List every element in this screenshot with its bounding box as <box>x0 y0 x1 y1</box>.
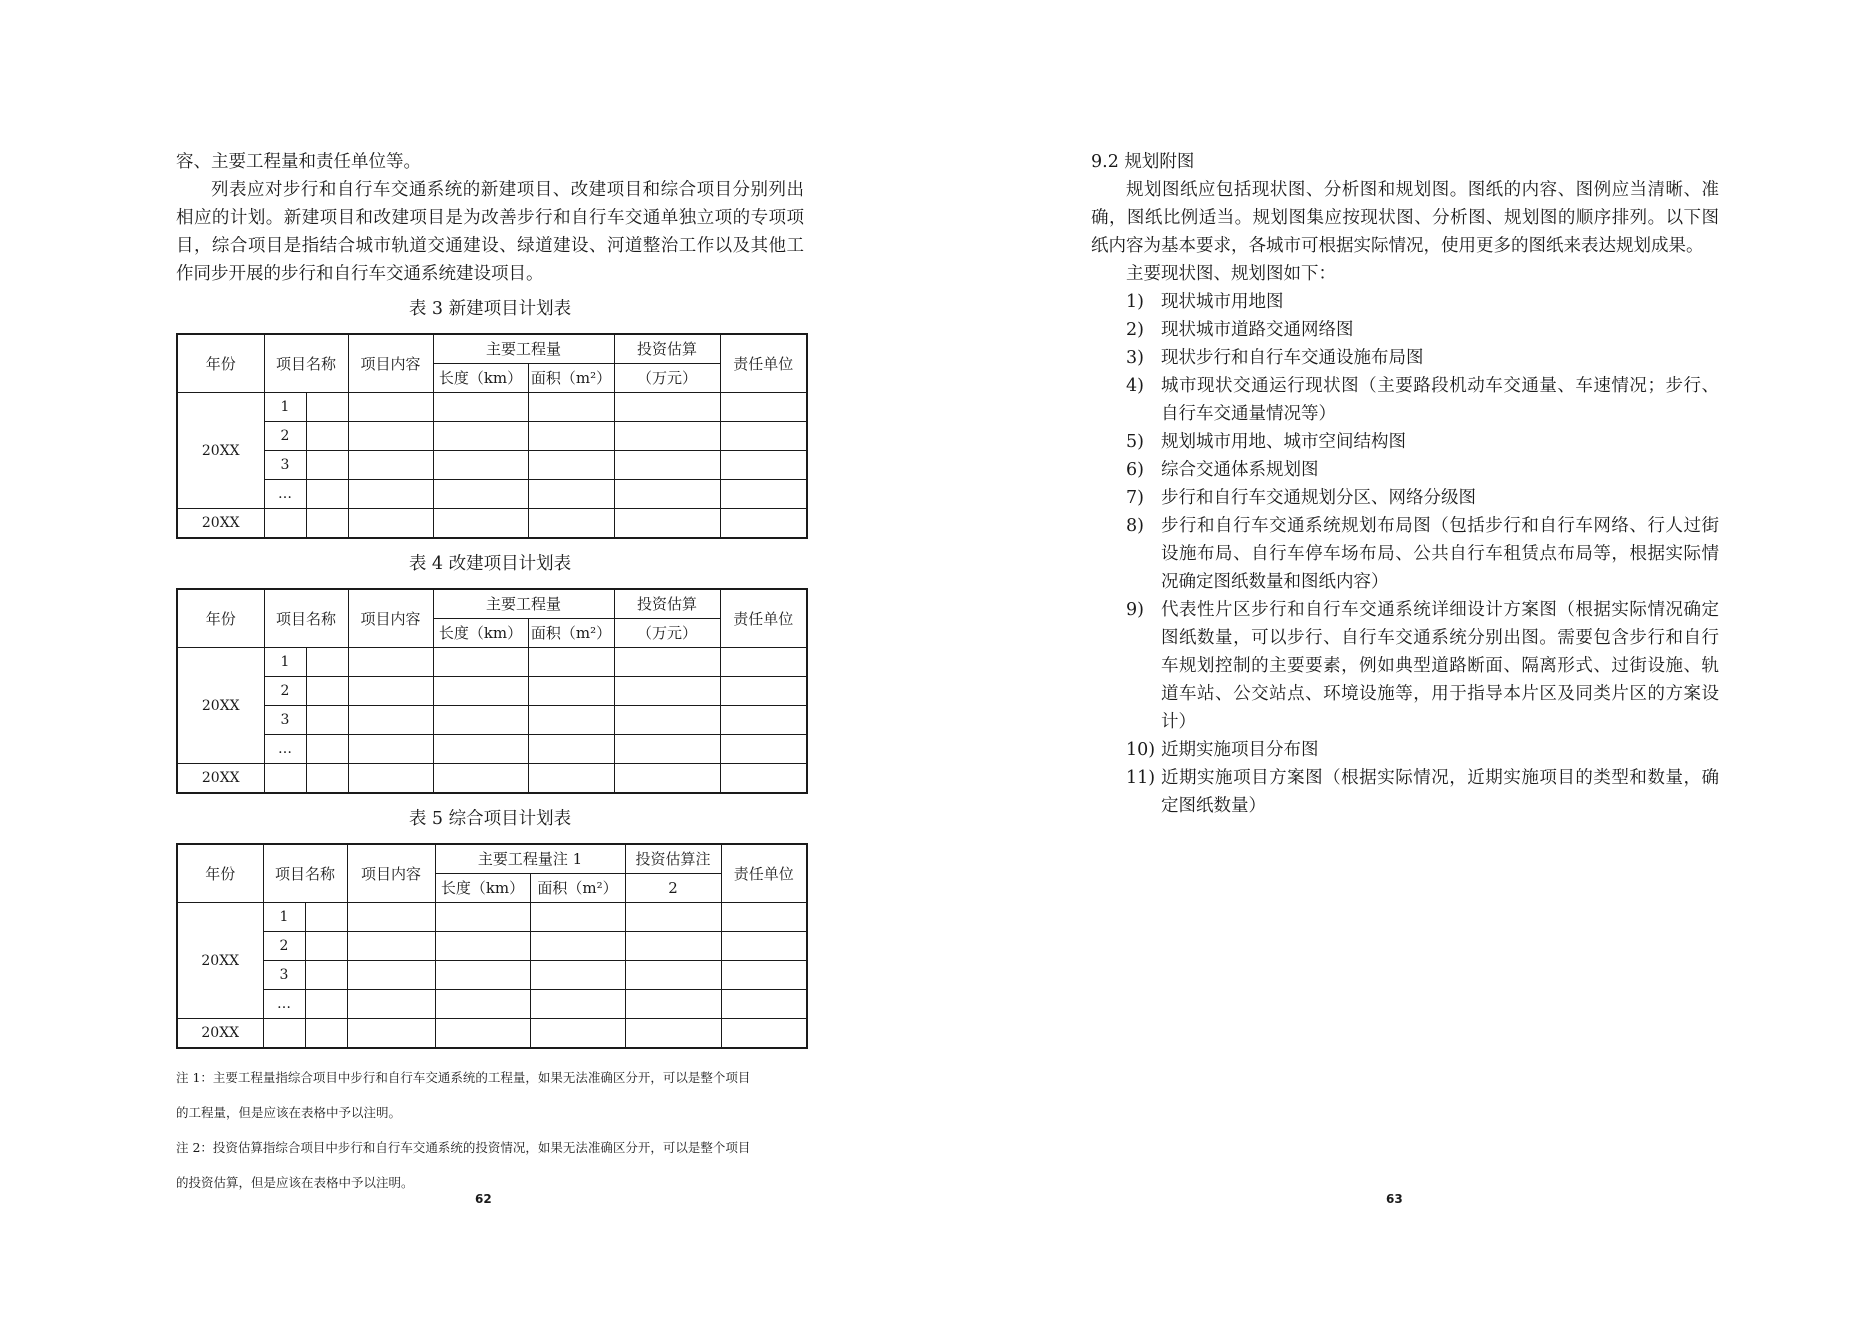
header-unit: 责任单位 <box>720 334 807 393</box>
row-number: 2 <box>264 677 306 706</box>
header-unit: 责任单位 <box>720 589 807 648</box>
paragraph: 规划图纸应包括现状图、分析图和规划图。图纸的内容、图例应当清晰、准确，图纸比例适当。规划图集应按现状图、分析图、规划图的顺序排列。以下图纸内容为基本要求，各城市可根据实际情况，使用更多的图纸来表达规划成果。 <box>1091 180 1719 256</box>
list-item <box>1091 456 1719 484</box>
header-length: 长度（km） <box>433 619 528 648</box>
header-area: 面积（m²） <box>530 874 625 903</box>
list-number: 2) <box>1126 320 1144 340</box>
list-number: 10) <box>1126 740 1156 760</box>
header-unit: 责任单位 <box>721 844 807 903</box>
list-item <box>1091 288 1719 316</box>
list-text: 代表性片区步行和自行车交通系统详细设计方案图（根据实际情况确定图纸数量，可以步行、自行车交通系统分别出图。需要包含步行和自行车规划控制的主要要素，例如典型道路断面、隔离形式、过街设施、轨道车站、公交站点、环境设施等，用于指导本片区及同类片区的方案设计） <box>1161 600 1719 732</box>
list-item <box>1091 596 1719 736</box>
list-text: 综合交通体系规划图 <box>1161 460 1319 480</box>
header-invest-unit: （万元） <box>614 364 720 393</box>
header-year: 年份 <box>177 844 263 903</box>
row-number: 3 <box>264 706 306 735</box>
note-line: 注 2：投资估算指综合项目中步行和自行车交通系统的投资情况，如果无法准确区分开，可以是整个项目 <box>176 1140 751 1155</box>
row-number: 2 <box>264 422 306 451</box>
list-number: 11) <box>1126 768 1156 788</box>
year-cell: 20XX <box>177 393 264 509</box>
year-cell: 20XX <box>177 648 264 764</box>
header-area: 面积（m²） <box>528 364 614 393</box>
right-body-text <box>1091 148 1719 820</box>
row-number: … <box>264 735 306 764</box>
year-cell: 20XX <box>177 509 264 539</box>
list-number: 3) <box>1126 348 1144 368</box>
list-text: 现状城市用地图 <box>1161 292 1284 312</box>
list-text: 现状城市道路交通网络图 <box>1161 320 1354 340</box>
header-content: 项目内容 <box>348 589 433 648</box>
header-quantity: 主要工程量 <box>433 589 614 619</box>
plan-table-new <box>176 333 808 539</box>
list-number: 8) <box>1126 516 1144 536</box>
row-number: 2 <box>263 932 305 961</box>
note-line: 的工程量，但是应该在表格中予以注明。 <box>176 1105 402 1120</box>
list-text: 城市现状交通运行现状图（主要路段机动车交通量、车速情况；步行、自行车交通量情况等） <box>1161 376 1719 424</box>
list-item <box>1091 428 1719 456</box>
left-body-text <box>176 148 804 288</box>
header-area: 面积（m²） <box>528 619 614 648</box>
header-content: 项目内容 <box>347 844 435 903</box>
header-length: 长度（km） <box>435 874 530 903</box>
plan-table-renovation <box>176 588 808 794</box>
header-invest: 投资估算 <box>614 334 720 364</box>
note-line: 注 1：主要工程量指综合项目中步行和自行车交通系统的工程量，如果无法准确区分开，可以是整个项目 <box>176 1070 751 1085</box>
paragraph: 列表应对步行和自行车交通系统的新建项目、改建项目和综合项目分别列出相应的计划。新建项目和改建项目是为改善步行和自行车交通单独立项的专项项目，综合项目是指结合城市轨道交通建设、绿道建设、河道整治工作以及其他工作同步开展的步行和自行车交通系统建设项目。 <box>176 180 804 284</box>
header-name: 项目名称 <box>264 589 348 648</box>
figure-list <box>1091 288 1719 820</box>
list-item <box>1091 316 1719 344</box>
year-cell: 20XX <box>177 764 264 794</box>
header-content: 项目内容 <box>348 334 433 393</box>
header-quantity: 主要工程量 <box>433 334 614 364</box>
row-number: 1 <box>264 393 306 422</box>
row-number: 1 <box>263 903 305 932</box>
list-text: 近期实施项目分布图 <box>1161 740 1319 760</box>
row-number: 3 <box>263 961 305 990</box>
page-number-right: 63 <box>1386 1192 1403 1206</box>
row-number: … <box>264 480 306 509</box>
list-number: 1) <box>1126 292 1144 312</box>
list-number: 7) <box>1126 488 1144 508</box>
row-number: 1 <box>264 648 306 677</box>
header-invest-note: 2 <box>625 874 721 903</box>
table-caption: 表 4 改建项目计划表 <box>408 554 572 574</box>
list-item <box>1091 344 1719 372</box>
list-item <box>1091 764 1719 820</box>
header-invest: 投资估算注 <box>625 844 721 874</box>
header-quantity: 主要工程量注 1 <box>435 844 625 874</box>
list-item <box>1091 372 1719 428</box>
list-number: 9) <box>1126 600 1144 620</box>
header-year: 年份 <box>177 589 264 648</box>
header-year: 年份 <box>177 334 264 393</box>
list-number: 6) <box>1126 460 1144 480</box>
list-number: 5) <box>1126 432 1144 452</box>
list-item <box>1091 736 1719 764</box>
paragraph: 主要现状图、规划图如下： <box>1126 264 1336 284</box>
list-text: 规划城市用地、城市空间结构图 <box>1161 432 1406 452</box>
list-text: 现状步行和自行车交通设施布局图 <box>1161 348 1424 368</box>
table-caption: 表 3 新建项目计划表 <box>408 299 572 319</box>
table-caption: 表 5 综合项目计划表 <box>408 809 572 829</box>
page-number-left: 62 <box>475 1192 492 1206</box>
year-cell: 20XX <box>177 903 263 1019</box>
list-item <box>1091 484 1719 512</box>
header-invest-unit: （万元） <box>614 619 720 648</box>
list-number: 4) <box>1126 376 1144 396</box>
plan-table-integrated <box>176 843 808 1049</box>
row-number: … <box>263 990 305 1019</box>
header-name: 项目名称 <box>263 844 347 903</box>
year-cell: 20XX <box>177 1019 263 1049</box>
header-name: 项目名称 <box>264 334 348 393</box>
header-invest: 投资估算 <box>614 589 720 619</box>
section-heading: 9.2 规划附图 <box>1091 152 1195 172</box>
note-line: 的投资估算，但是应该在表格中予以注明。 <box>176 1175 414 1190</box>
list-text: 近期实施项目方案图（根据实际情况，近期实施项目的类型和数量，确定图纸数量） <box>1161 768 1719 816</box>
list-item <box>1091 512 1719 596</box>
header-length: 长度（km） <box>433 364 528 393</box>
table-notes <box>176 1060 806 1200</box>
paragraph: 容、主要工程量和责任单位等。 <box>176 152 421 172</box>
list-text: 步行和自行车交通规划分区、网络分级图 <box>1161 488 1476 508</box>
row-number: 3 <box>264 451 306 480</box>
list-text: 步行和自行车交通系统规划布局图（包括步行和自行车网络、行人过街设施布局、自行车停车场布局、公共自行车租赁点布局等，根据实际情况确定图纸数量和图纸内容） <box>1161 516 1719 592</box>
